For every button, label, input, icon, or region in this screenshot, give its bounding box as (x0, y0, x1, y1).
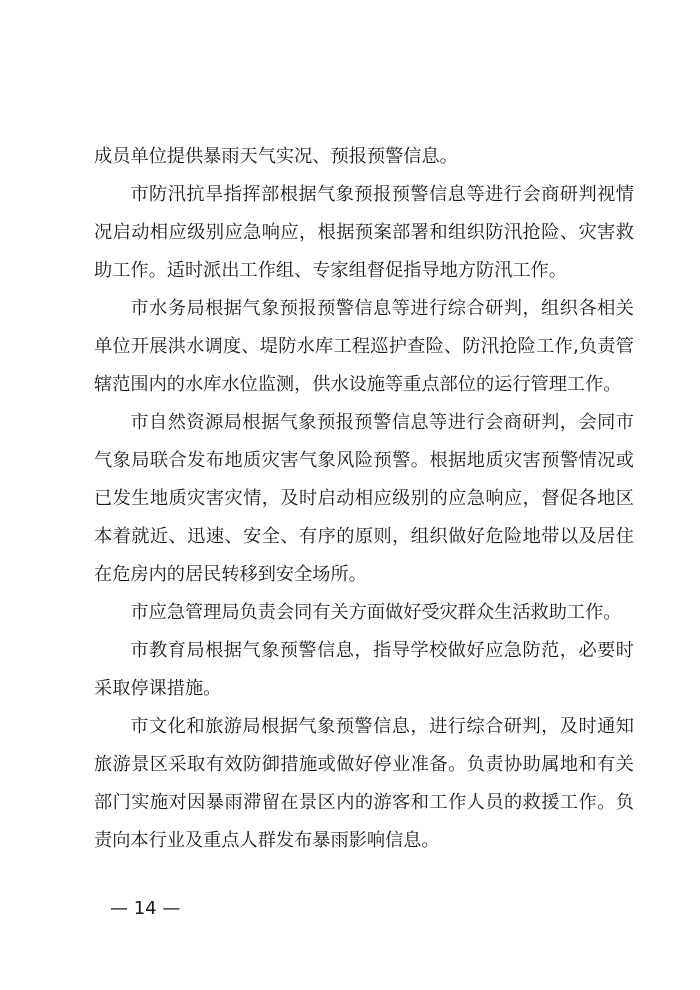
document-body (94, 138, 634, 860)
page-number: — 14 — (110, 898, 181, 919)
paragraph-education-bureau: 市教育局根据气象预警信息，指导学校做好应急防范，必要时采取停课措施。 (94, 640, 634, 699)
paragraph-culture-tourism: 市文化和旅游局根据气象预警信息，进行综合研判，及时通知旅游景区采取有效防御措施或做好停业准备。负责协助属地和有关部门实施对因暴雨滞留在景区内的游客和工作人员的救援工作。负责向本行业及重点人群发布暴雨影响信息。 (94, 716, 634, 851)
paragraph-emergency-management: 市应急管理局负责会同有关方面做好受灾群众生活救助工作。 (130, 602, 622, 623)
paragraph-water-bureau: 市水务局根据气象预报预警信息等进行综合研判，组织各相关单位开展洪水调度、堤防水库工程巡护查险、防汛抢险工作,负责管辖范围内的水库水位监测，供水设施等重点部位的运行管理工作。 (94, 298, 634, 395)
paragraph-natural-resources: 市自然资源局根据气象预报预警信息等进行会商研判，会同市气象局联合发布地质灾害气象风险预警。根据地质灾害预警情况或已发生地质灾害灾情，及时启动相应级别的应急响应，督促各地区本着就近、迅速、安全、有序的原则，组织做好危险地带以及居住在危房内的居民转移到安全场所。 (94, 412, 634, 585)
paragraph-continuation: 成员单位提供暴雨天气实况、预报预警信息。 (94, 146, 458, 167)
paragraph-flood-command: 市防汛抗旱指挥部根据气象预报预警信息等进行会商研判视情况启动相应级别应急响应，根据预案部署和组织防汛抢险、灾害救助工作。适时派出工作组、专家组督促指导地方防汛工作。 (94, 184, 634, 281)
